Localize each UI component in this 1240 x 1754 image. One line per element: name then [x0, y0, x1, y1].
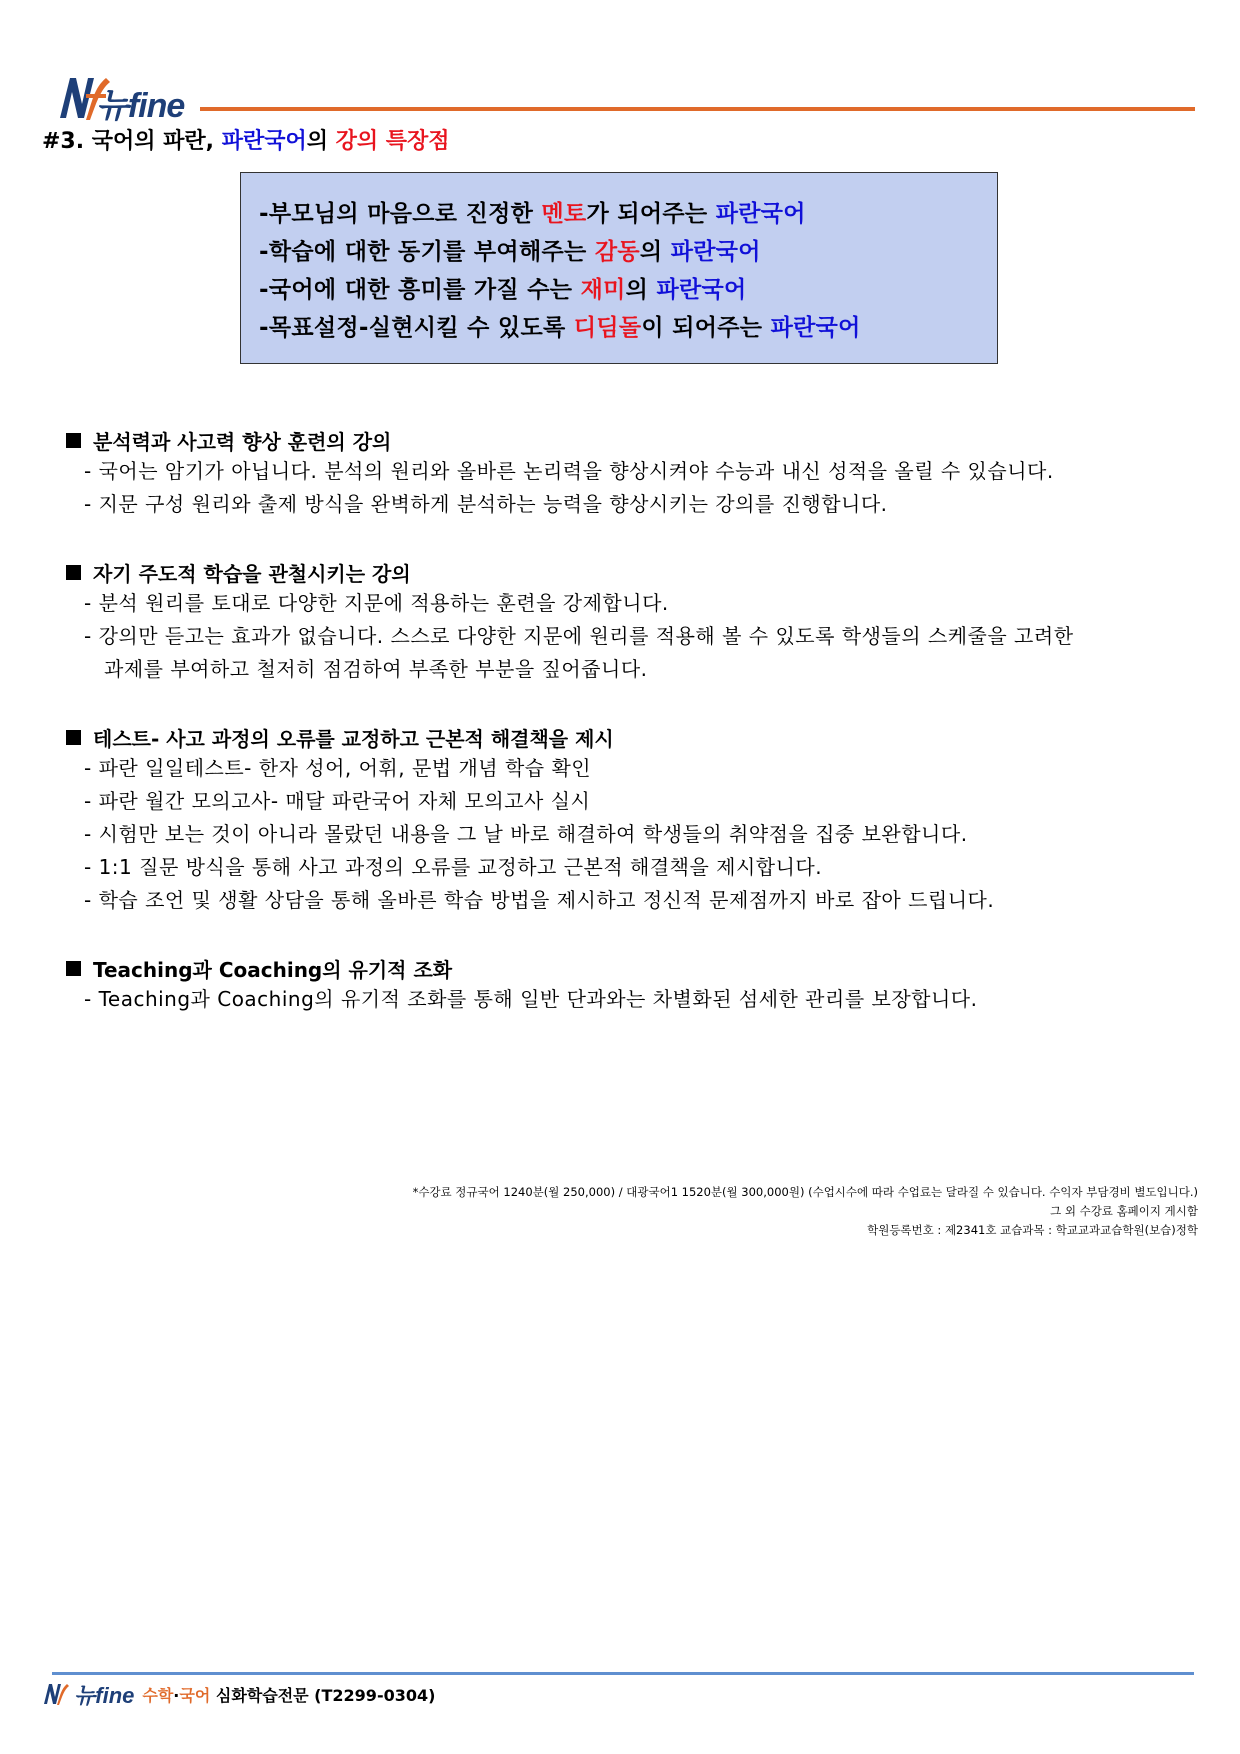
section-self-directed: [62, 558, 1074, 686]
box-brand: 파란국어: [770, 315, 861, 341]
section-title: [62, 723, 994, 752]
fee-notes: [413, 1183, 1198, 1240]
brand-logo-text: 뉴fine: [96, 87, 185, 125]
box-text: -목표설정-실현시킬 수 있도록: [259, 315, 574, 341]
registration-line: 학원등록번호 : 제2341호 교습과목 : 학교교과교습학원(보습)정학: [867, 1223, 1198, 1237]
box-brand: 파란국어: [670, 239, 761, 265]
bullet-square-icon: [66, 961, 81, 976]
section-title-text: 자기 주도적 학습을 관철시키는 강의: [93, 562, 411, 586]
bullet-square-icon: [66, 433, 81, 448]
box-text: -학습에 대한 동기를 부여해주는: [259, 239, 595, 265]
footer-tagline: [142, 1683, 435, 1706]
fee-note-line: 그 외 수강료 홈페이지 게시함: [1050, 1204, 1198, 1218]
footer-dot: ·: [173, 1685, 180, 1705]
title-highlight: 강의 특장점: [335, 129, 450, 154]
footer-logo-text: 뉴fine: [74, 1682, 135, 1708]
page-title: [42, 124, 450, 155]
nf-logo-small-icon: [42, 1680, 70, 1708]
section-title-text: 테스트- 사고 과정의 오류를 교정하고 근본적 해결책을 제시: [93, 727, 614, 751]
section-title: [62, 426, 1054, 455]
bullet-square-icon: [66, 565, 81, 580]
box-keyword: 멘토: [541, 201, 587, 227]
box-keyword: 감동: [594, 239, 640, 265]
title-prefix: #3. 국어의 파란,: [42, 129, 222, 154]
fee-note-line: *수강료 정규국어 1240분(월 250,000) / 대광국어1 1520분(월 300,000원) (수업시수에 따라 수업료는 달라질 수 있습니다. 수익자 부담경비 별도입니다.): [412, 1185, 1198, 1199]
list-item: - 파란 일일테스트- 한자 성어, 어휘, 문법 개념 학습 확인: [84, 756, 592, 780]
box-brand: 파란국어: [656, 277, 747, 303]
list-item: - 학습 조언 및 생활 상담을 통해 올바른 학습 방법을 제시하고 정신적 문제점까지 바로 잡아 드립니다.: [84, 888, 995, 912]
box-line: [259, 309, 861, 342]
box-line: [259, 271, 747, 304]
box-text: 이 되어주는: [641, 315, 771, 341]
box-text: -부모님의 마음으로 진정한: [259, 201, 542, 227]
box-text: 의: [639, 239, 671, 265]
header-divider: [200, 107, 1195, 111]
box-keyword: 디딤돌: [573, 315, 642, 341]
box-keyword: 재미: [580, 277, 626, 303]
list-item: - 시험만 보는 것이 아니라 몰랐던 내용을 그 날 바로 해결하여 학생들의 취약점을 집중 보완합니다.: [84, 822, 968, 846]
list-item: - 1:1 질문 방식을 통해 사고 과정의 오류를 교정하고 근본적 해결책을 제시합니다.: [84, 855, 823, 879]
list-item: - 강의만 듣고는 효과가 없습니다. 스스로 다양한 지문에 원리를 적용해 볼 수 있도록 학생들의 스케줄을 고려한: [84, 624, 1074, 648]
section-title-text: 분석력과 사고력 향상 훈련의 강의: [93, 430, 392, 454]
list-item: - 분석 원리를 토대로 다양한 지문에 적용하는 훈련을 강제합니다.: [84, 591, 669, 615]
box-line: [259, 195, 806, 228]
section-title: [62, 558, 1074, 587]
bullet-square-icon: [66, 730, 81, 745]
footer-divider: [52, 1672, 1194, 1675]
list-item: - 지문 구성 원리와 출제 방식을 완벽하게 분석하는 능력을 향상시키는 강의를 진행합니다.: [84, 492, 888, 516]
box-text: 의: [625, 277, 657, 303]
list-item: - Teaching과 Coaching의 유기적 조화를 통해 일반 단과와는 차별화된 섬세한 관리를 보장합니다.: [84, 987, 978, 1011]
footer-subject-math: 수학: [142, 1685, 174, 1705]
section-analysis: [62, 426, 1054, 521]
box-brand: 파란국어: [715, 201, 806, 227]
footer-tagline-text: 심화학습전문 (T2299-0304): [215, 1685, 436, 1705]
section-title: [62, 954, 977, 983]
footer: [42, 1676, 435, 1712]
highlight-box: [240, 172, 998, 364]
section-test: [62, 723, 994, 917]
list-item: - 국어는 암기가 아닙니다. 분석의 원리와 올바른 논리력을 향상시켜야 수능과 내신 성적을 올릴 수 있습니다.: [84, 459, 1054, 483]
list-item: - 파란 월간 모의고사- 매달 파란국어 자체 모의고사 실시: [84, 789, 591, 813]
list-item-continuation: 과제를 부여하고 철저히 점검하여 부족한 부분을 짚어줍니다.: [104, 657, 648, 681]
box-text: 가 되어주는: [586, 201, 716, 227]
footer-subject-korean: 국어: [179, 1685, 211, 1705]
section-title-text: Teaching과 Coaching의 유기적 조화: [93, 958, 453, 982]
title-brand: 파란국어: [221, 129, 307, 154]
box-text: -국어에 대한 흥미를 가질 수는: [259, 277, 581, 303]
section-teaching-coaching: [62, 954, 977, 1016]
box-line: [259, 233, 761, 266]
title-mid: 의: [306, 129, 336, 154]
